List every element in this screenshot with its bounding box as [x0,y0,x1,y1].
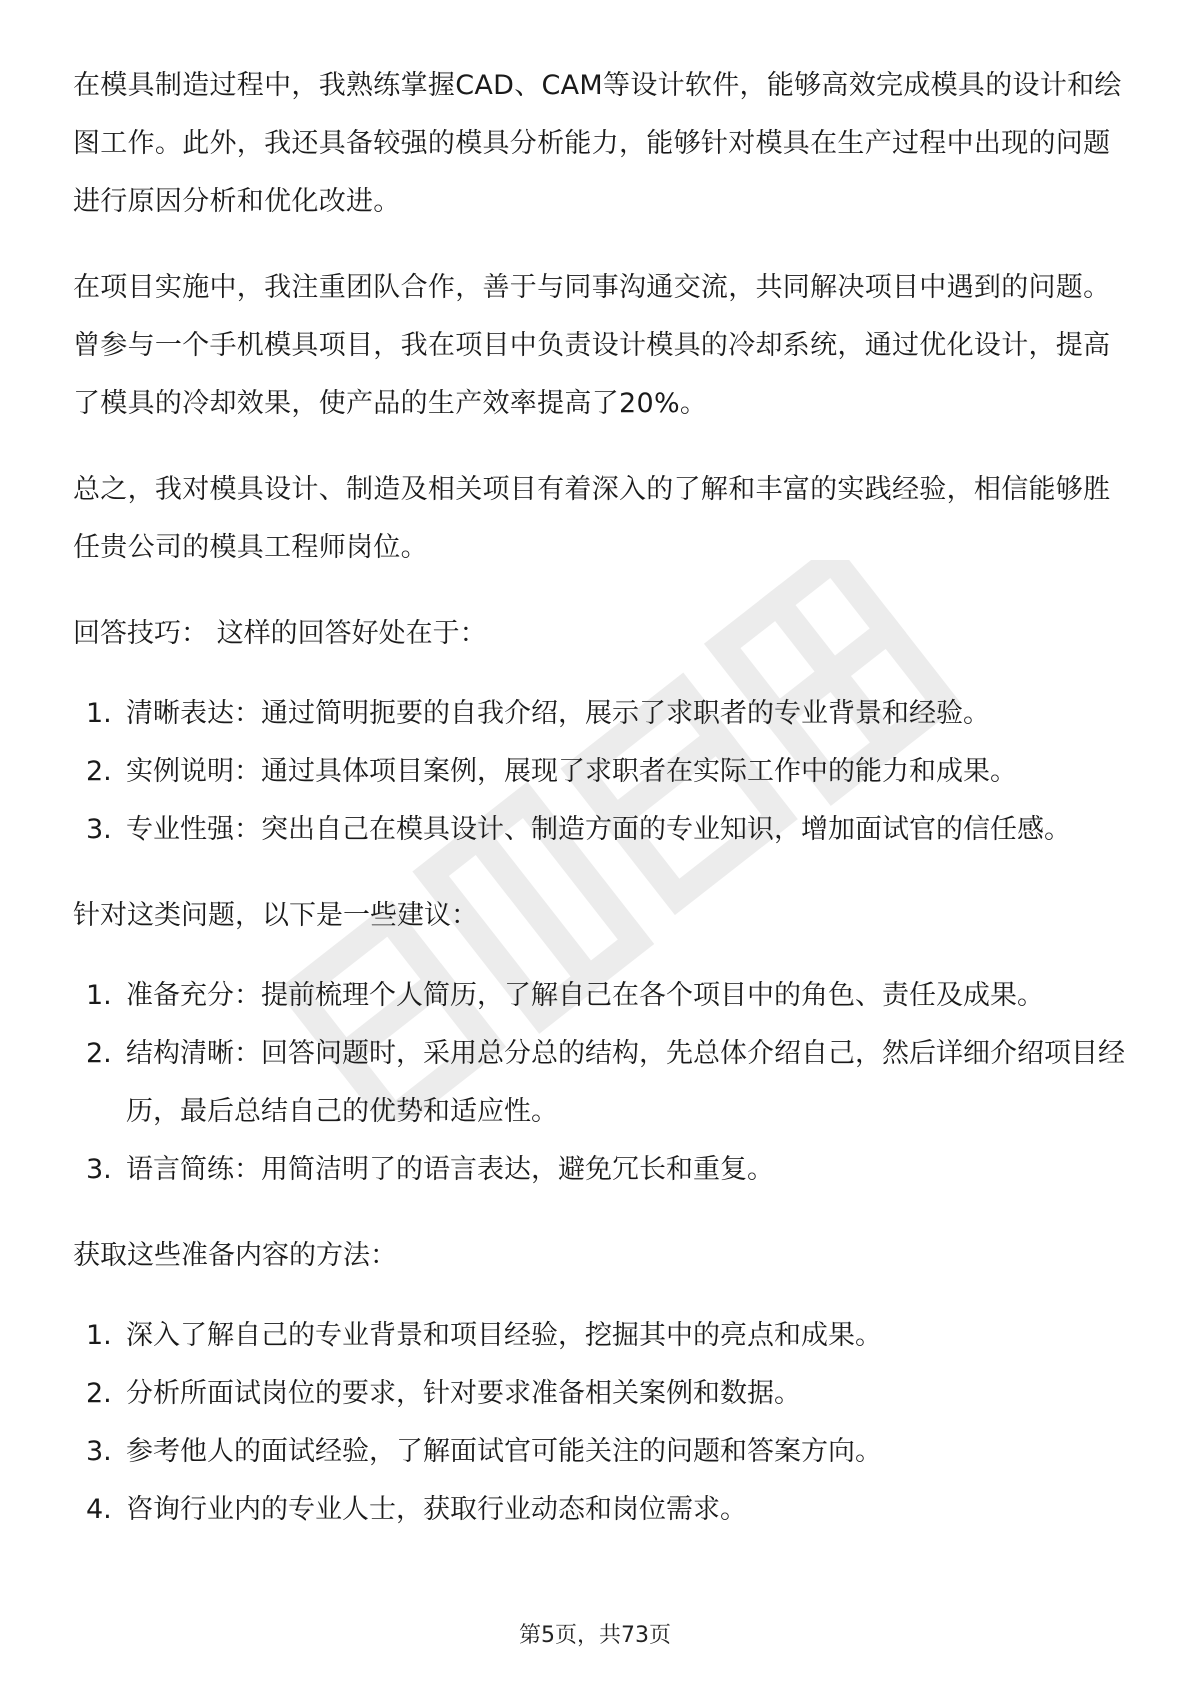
list-number: 3. [86,1154,112,1185]
list-text: 分析所面试岗位的要求，针对要求准备相关案例和数据。 [126,1378,801,1409]
list-number: 4. [86,1494,112,1525]
list-number: 3. [86,814,112,845]
list-text: 清晰表达：通过简明扼要的自我介绍，展示了求职者的专业背景和经验。 [126,698,990,729]
suggestions-list [73,967,1133,1199]
list-item [73,1141,1133,1199]
tips-title: 回答技巧： 这样的回答好处在于： [73,618,487,649]
list-item [73,1365,1133,1423]
list-item [73,685,1133,743]
list-number: 1. [86,1320,112,1351]
list-number: 3. [86,1436,112,1467]
list-number: 1. [86,980,112,1011]
list-item [73,1307,1133,1365]
list-text: 语言简练：用简洁明了的语言表达，避免冗长和重复。 [126,1154,774,1185]
list-text: 参考他人的面试经验，了解面试官可能关注的问题和答案方向。 [126,1436,882,1467]
tips-list [73,685,1133,859]
list-text: 深入了解自己的专业背景和项目经验，挖掘其中的亮点和成果。 [126,1320,882,1351]
page-footer: 第5页，共73页 [519,1623,671,1648]
list-text: 专业性强：突出自己在模具设计、制造方面的专业知识，增加面试官的信任感。 [126,814,1071,845]
list-text: 咨询行业内的专业人士，获取行业动态和岗位需求。 [126,1494,747,1525]
list-item [73,1025,1133,1141]
list-item [73,743,1133,801]
methods-title: 获取这些准备内容的方法： [73,1240,397,1271]
list-item [73,801,1133,859]
methods-list [73,1307,1133,1539]
list-item [73,967,1133,1025]
list-text: 结构清晰：回答问题时，采用总分总的结构，先总体介绍自己，然后详细介绍项目经历，最后总结自己的优势和适应性。 [126,1038,1125,1127]
list-text: 准备充分：提前梳理个人简历，了解自己在各个项目中的角色、责任及成果。 [126,980,1044,1011]
list-number: 1. [86,698,112,729]
document-body [73,57,1133,1567]
list-item [73,1481,1133,1539]
list-number: 2. [86,756,112,787]
paragraph-cad-cam: 在模具制造过程中，我熟练掌握CAD、CAM等设计软件，能够高效完成模具的设计和绘图工作。此外，我还具备较强的模具分析能力，能够针对模具在生产过程中出现的问题进行原因分析和优化改进。 [73,70,1122,217]
suggestions-title: 针对这类问题，以下是一些建议： [73,900,478,931]
list-number: 2. [86,1378,112,1409]
list-item [73,1423,1133,1481]
paragraph-teamwork: 在项目实施中，我注重团队合作，善于与同事沟通交流，共同解决项目中遇到的问题。曾参与一个手机模具项目，我在项目中负责设计模具的冷却系统，通过优化设计，提高了模具的冷却效果，使产品的生产效率提高了20%。 [73,272,1111,419]
paragraph-summary: 总之，我对模具设计、制造及相关项目有着深入的了解和丰富的实践经验，相信能够胜任贵公司的模具工程师岗位。 [73,474,1111,563]
list-text: 实例说明：通过具体项目案例，展现了求职者在实际工作中的能力和成果。 [126,756,1017,787]
list-number: 2. [86,1038,112,1069]
